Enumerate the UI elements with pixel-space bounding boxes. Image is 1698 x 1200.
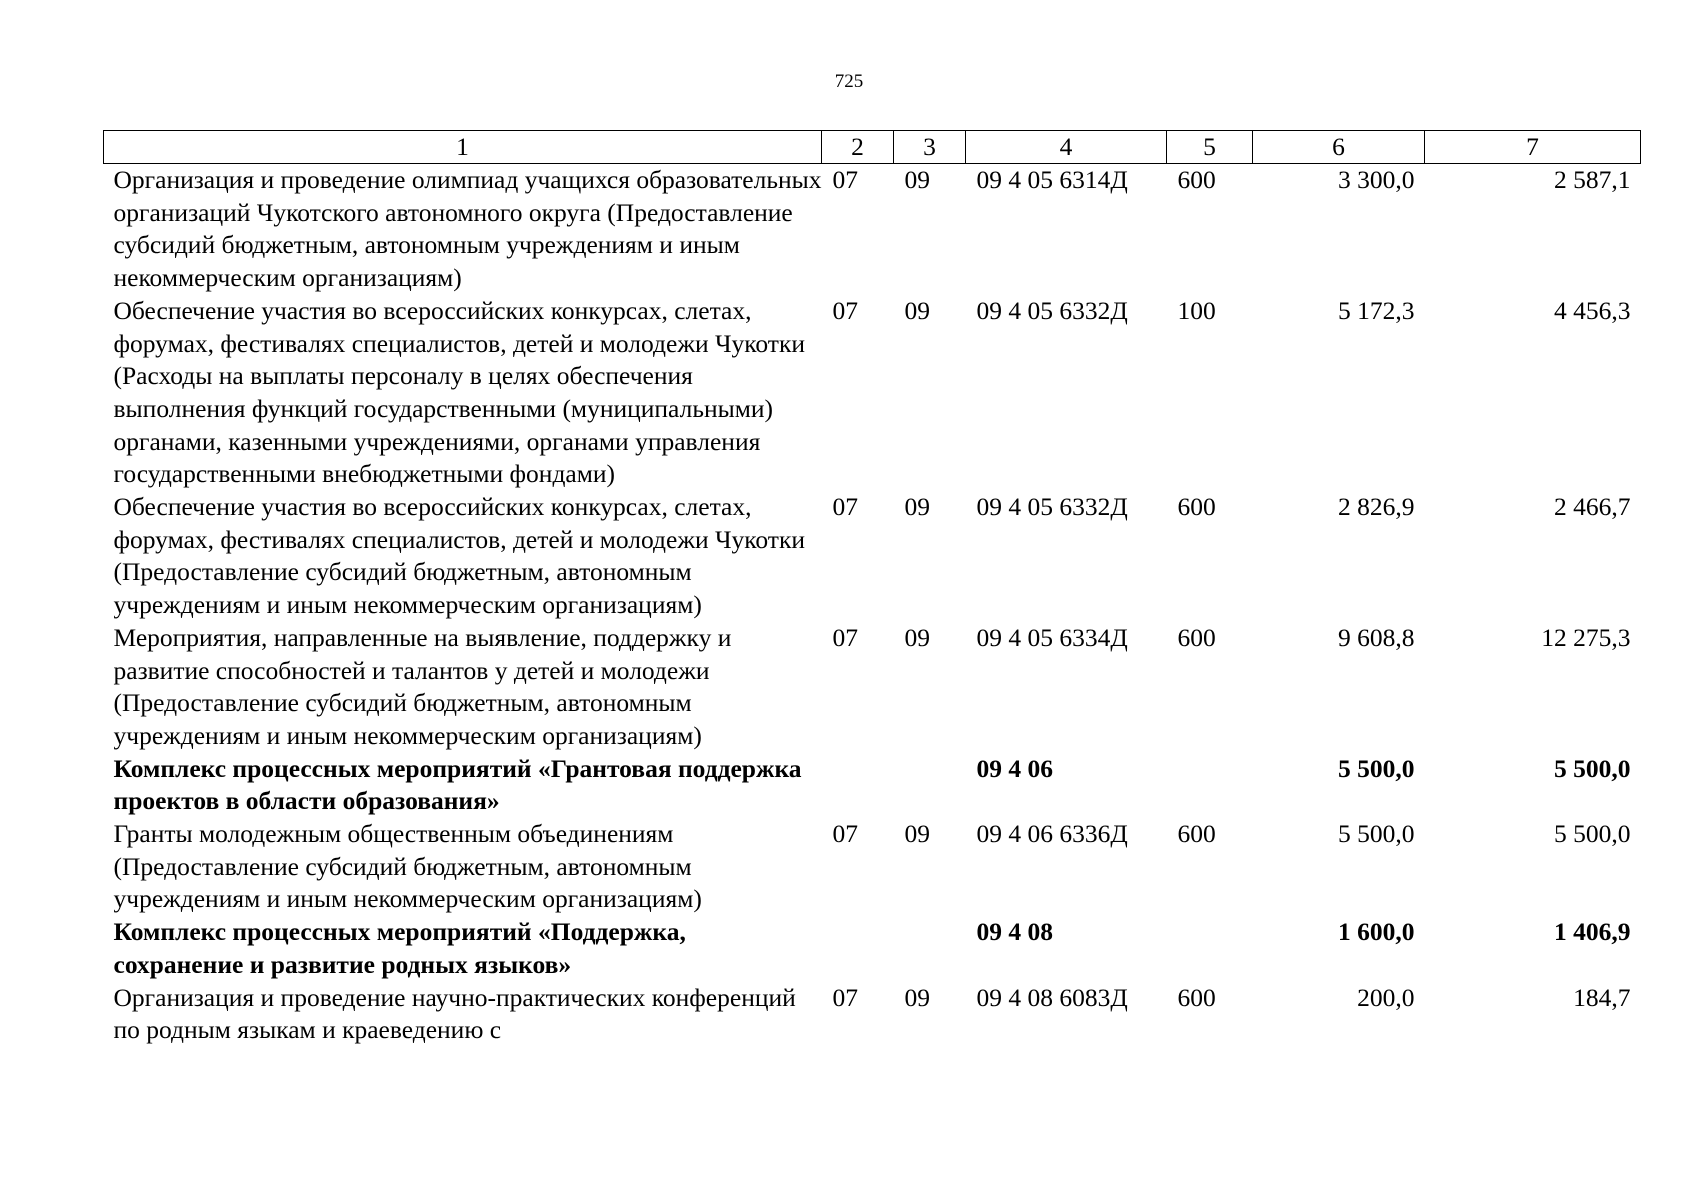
row-subsection: 09 — [904, 982, 930, 1012]
row-name: Организация и проведение научно-практических конференций по родным языкам и краеведению с — [113, 982, 796, 1045]
row-expense-type — [1167, 753, 1253, 818]
row-value-planned: 2 826,9 — [1338, 492, 1415, 522]
row-expense-type: 600 — [1177, 165, 1216, 194]
row-value-executed: 12 275,3 — [1541, 622, 1631, 652]
table-row — [104, 818, 1641, 916]
row-value-planned: 1 600,0 — [1338, 917, 1415, 947]
row-name: Обеспечение участия во всероссийских конкурсах, слетах, форумах, фестивалях специалистов, детей и молодежи Чукотки (Расходы на выплаты персоналу в целях обеспечения выполнения функций государственными (муниципальными) органами, казенными учреждениями, органами управления государственными внебюджетными фондами) — [113, 295, 805, 489]
row-value-planned: 3 300,0 — [1338, 165, 1415, 194]
row-value-executed: 5 500,0 — [1554, 753, 1631, 783]
table-row — [104, 491, 1641, 622]
row-target-code: 09 4 06 6336Д — [976, 819, 1128, 849]
row-value-planned: 200,0 — [1357, 982, 1415, 1012]
row-section: 07 — [832, 295, 858, 325]
row-subsection: 09 — [904, 622, 930, 652]
row-subsection: 09 — [904, 165, 930, 194]
row-value-planned: 9 608,8 — [1338, 622, 1415, 652]
row-section — [822, 916, 894, 981]
row-expense-type: 600 — [1177, 492, 1216, 522]
column-header: 4 — [966, 131, 1167, 164]
row-section: 07 — [832, 982, 858, 1012]
column-header: 5 — [1167, 131, 1253, 164]
row-target-code: 09 4 05 6334Д — [976, 622, 1128, 652]
column-header: 6 — [1253, 131, 1425, 164]
row-target-code: 09 4 05 6332Д — [976, 295, 1128, 325]
row-section — [822, 753, 894, 818]
table-row — [104, 622, 1641, 753]
row-expense-type — [1167, 916, 1253, 981]
row-name: Гранты молодежным общественным объединениям (Предоставление субсидий бюджетным, автономным учреждениям и иным некоммерческим организациям) — [113, 819, 702, 914]
row-section: 07 — [832, 492, 858, 522]
row-expense-type: 600 — [1177, 622, 1216, 652]
row-name: Обеспечение участия во всероссийских конкурсах, слетах, форумах, фестивалях специалистов, детей и молодежи Чукотки (Предоставление субсидий бюджетным, автономным учреждениям и иным некоммерческим организациям) — [113, 492, 805, 620]
row-target-code: 09 4 08 — [976, 917, 1053, 947]
row-name: Организация и проведение олимпиад учащихся образовательных организаций Чукотского автономного округа (Предоставление субсидий бюджетным, автономным учреждениям и иным некоммерческим организациям) — [113, 165, 822, 293]
row-expense-type: 600 — [1177, 982, 1216, 1012]
table-row-group-total — [104, 916, 1641, 981]
row-expense-type: 100 — [1177, 295, 1216, 325]
row-subsection: 09 — [904, 295, 930, 325]
row-value-executed: 5 500,0 — [1554, 819, 1631, 849]
table-row — [104, 164, 1641, 295]
table-row-group-total — [104, 753, 1641, 818]
table-row — [104, 295, 1641, 491]
row-value-executed: 184,7 — [1573, 982, 1631, 1012]
row-name: Комплекс процессных мероприятий «Грантовая поддержка проектов в области образования» — [113, 753, 802, 816]
row-section: 07 — [832, 622, 858, 652]
row-value-planned: 5 500,0 — [1338, 753, 1415, 783]
row-expense-type: 600 — [1177, 819, 1216, 849]
row-target-code: 09 4 05 6332Д — [976, 492, 1128, 522]
row-subsection: 09 — [904, 819, 930, 849]
row-name: Комплекс процессных мероприятий «Поддержка, сохранение и развитие родных языков» — [113, 917, 686, 979]
column-header: 3 — [894, 131, 966, 164]
row-subsection — [894, 753, 966, 818]
row-value-executed: 4 456,3 — [1554, 295, 1631, 325]
row-value-planned: 5 500,0 — [1338, 819, 1415, 849]
row-target-code: 09 4 08 6083Д — [976, 982, 1128, 1012]
row-value-executed: 2 466,7 — [1554, 492, 1631, 522]
row-name: Мероприятия, направленные на выявление, поддержку и развитие способностей и талантов у детей и молодежи (Предоставление субсидий бюджетным, автономным учреждениям и иным некоммерческим организациям) — [113, 622, 732, 750]
column-header: 7 — [1425, 131, 1641, 164]
column-header: 1 — [104, 131, 822, 164]
row-subsection: 09 — [904, 492, 930, 522]
row-value-planned: 5 172,3 — [1338, 295, 1415, 325]
budget-table — [103, 130, 1641, 1047]
table-header-row — [104, 131, 1641, 164]
row-target-code: 09 4 05 6314Д — [976, 165, 1128, 194]
row-subsection — [894, 916, 966, 981]
page-number: 725 — [834, 71, 864, 92]
row-value-executed: 1 406,9 — [1554, 917, 1631, 947]
column-header: 2 — [822, 131, 894, 164]
row-section: 07 — [832, 165, 858, 194]
row-value-executed: 2 587,1 — [1554, 165, 1631, 194]
row-target-code: 09 4 06 — [976, 753, 1053, 783]
table-row — [104, 982, 1641, 1047]
row-section: 07 — [832, 819, 858, 849]
